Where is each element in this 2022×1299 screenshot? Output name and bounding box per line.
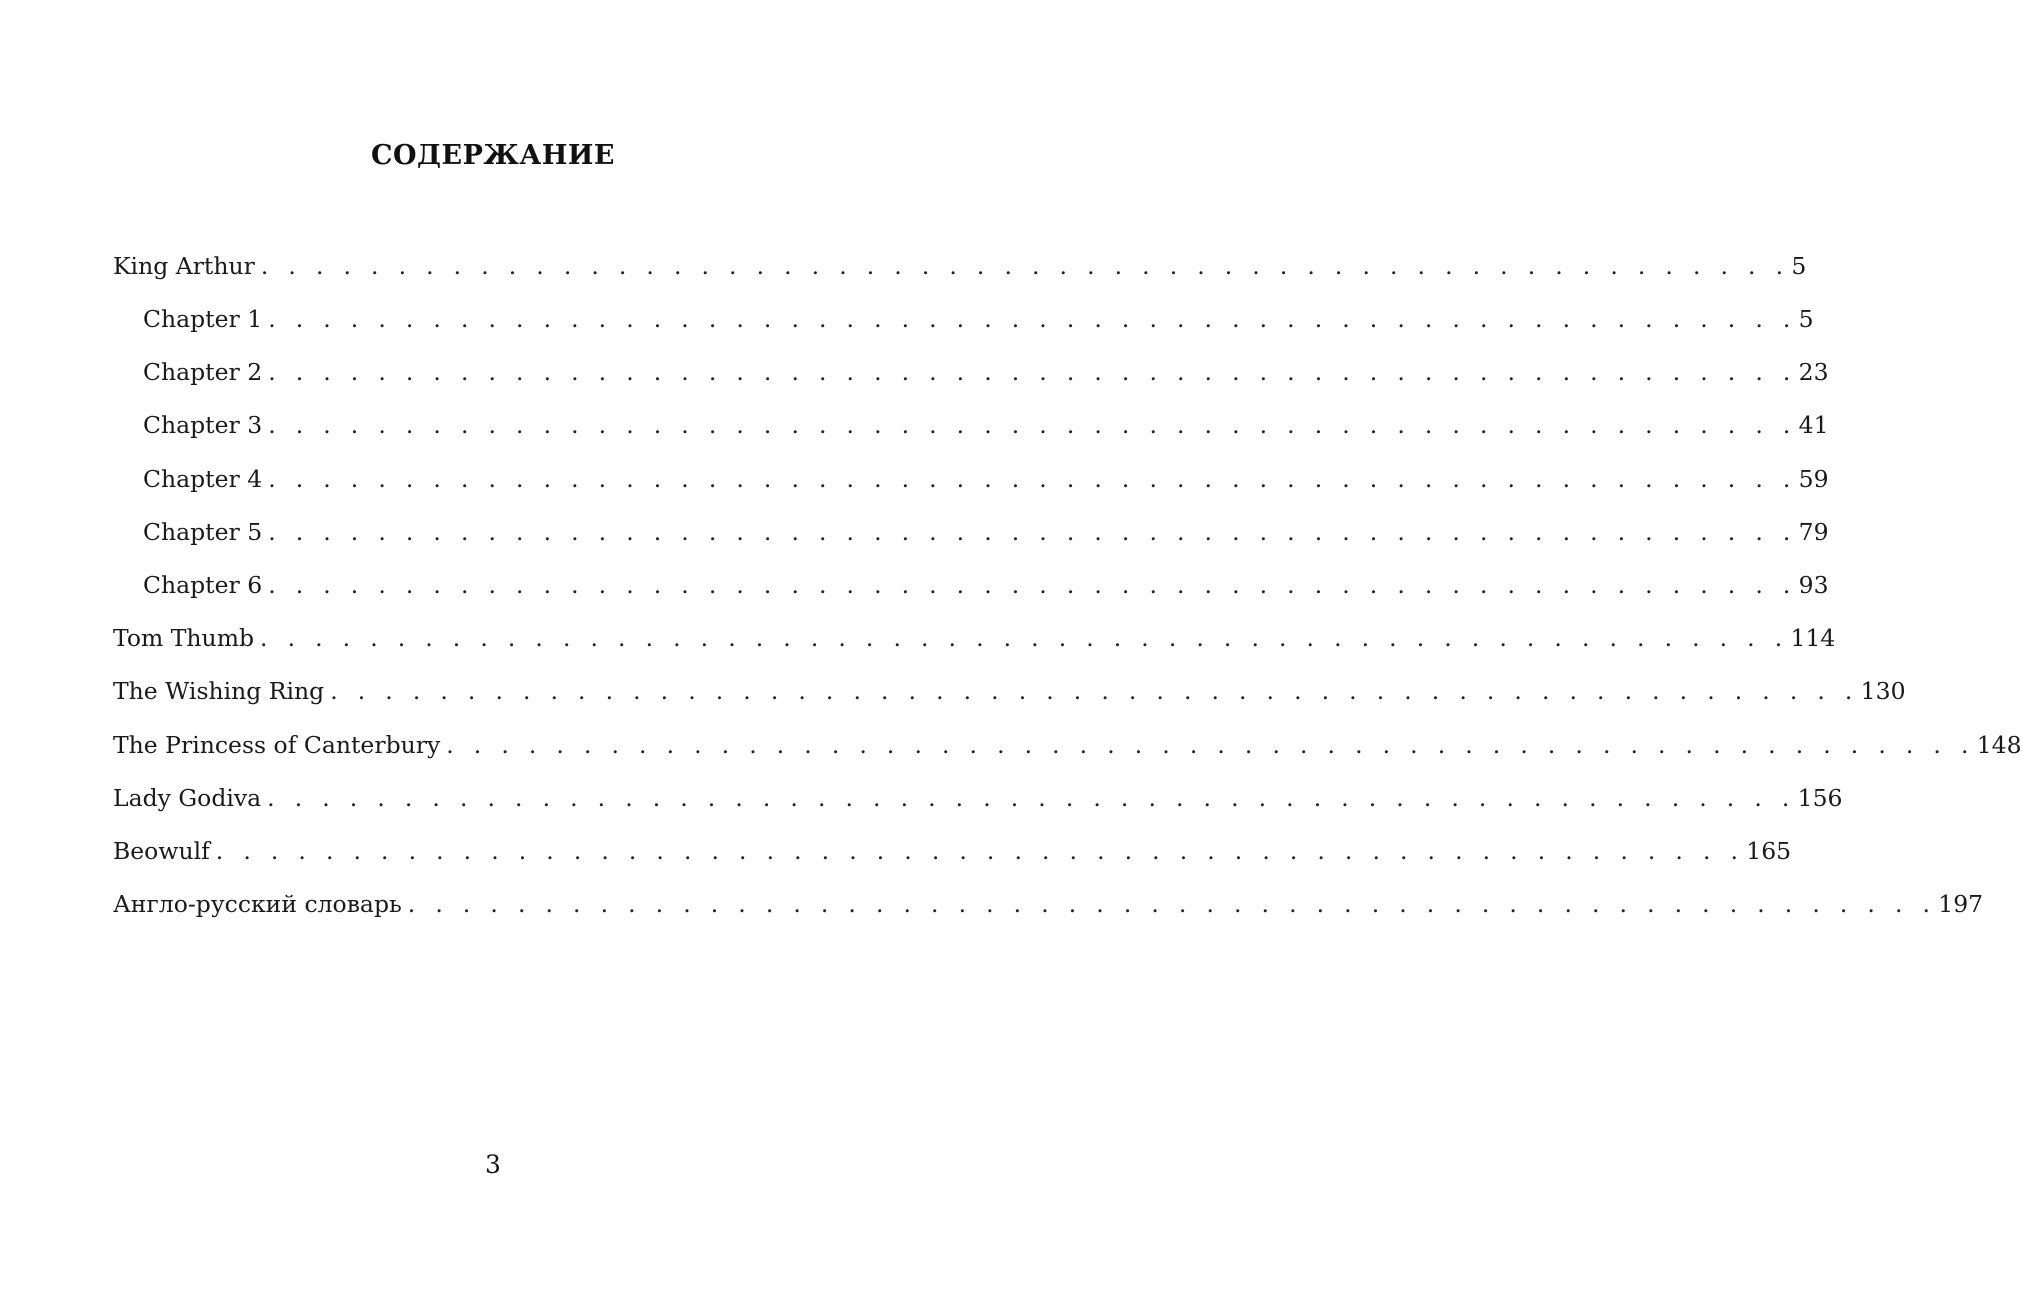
toc-entry-title: Chapter 3 [143, 411, 263, 440]
dot-leader: . . . . . . . . . . . . . . . . . . . . . . . . . . . . . . . . . . . . . . . . . . . . . . . . . . . . . . . . [267, 783, 1796, 812]
toc-entry[interactable] [113, 666, 1906, 719]
toc-entry-page: 59 [1798, 464, 1829, 493]
toc-entry-title: The Wishing Ring [113, 677, 325, 706]
toc-entry-page: 23 [1798, 358, 1829, 387]
toc-entry-title: Chapter 2 [143, 358, 263, 387]
dot-leader: . . . . . . . . . . . . . . . . . . . . . . . . . . . . . . . . . . . . . . . . . . . . . . . . . . . . . . . . [330, 677, 1859, 706]
dot-leader: . . . . . . . . . . . . . . . . . . . . . . . . . . . . . . . . . . . . . . . . . . . . . . . . . . . . . . . . [260, 251, 1790, 280]
toc-entry-page: 79 [1798, 517, 1829, 546]
dot-leader: . . . . . . . . . . . . . . . . . . . . . . . . . . . . . . . . . . . . . . . . . . . . . . . . . . . . . . . . [268, 305, 1797, 334]
toc-entry[interactable] [113, 400, 1829, 453]
toc-entry-page: 130 [1860, 677, 1906, 706]
dot-leader: . . . . . . . . . . . . . . . . . . . . . . . . . . . . . . . . . . . . . . . . . . . . . . . . . . . . . . . . [446, 730, 1975, 759]
toc-entry[interactable] [113, 825, 1792, 878]
toc-entry[interactable] [113, 346, 1829, 399]
toc-entry-title: Chapter 1 [143, 305, 263, 334]
dot-leader: . . . . . . . . . . . . . . . . . . . . . . . . . . . . . . . . . . . . . . . . . . . . . . . . . . . . . . . . [407, 890, 1937, 919]
toc-entry[interactable] [113, 612, 1836, 665]
toc-entry[interactable] [113, 772, 1843, 825]
toc-entry[interactable] [113, 559, 1829, 612]
toc-entry-page: 93 [1798, 570, 1829, 599]
toc-entry-title: Англо-русский словарь [113, 890, 402, 919]
toc-entry-title: Chapter 6 [143, 570, 263, 599]
toc-entry-title: The Princess of Canterbury [113, 730, 441, 759]
toc-entry-title: Chapter 4 [143, 464, 263, 493]
page-number: 3 [485, 1150, 501, 1179]
toc-entry-title: Chapter 5 [143, 517, 263, 546]
toc-entry[interactable] [113, 878, 1984, 931]
dot-leader: . . . . . . . . . . . . . . . . . . . . . . . . . . . . . . . . . . . . . . . . . . . . . . . . . . . . . . . . [268, 464, 1797, 493]
toc-entry-page: 197 [1938, 890, 1984, 919]
toc-entry-title: Lady Godiva [113, 783, 262, 812]
dot-leader: . . . . . . . . . . . . . . . . . . . . . . . . . . . . . . . . . . . . . . . . . . . . . . . . . . . . . . . . [215, 836, 1745, 865]
dot-leader: . . . . . . . . . . . . . . . . . . . . . . . . . . . . . . . . . . . . . . . . . . . . . . . . . . . . . . . . [268, 411, 1797, 440]
toc-entry-title: Tom Thumb [113, 624, 255, 653]
toc-entry-page: 5 [1798, 305, 1814, 334]
dot-leader: . . . . . . . . . . . . . . . . . . . . . . . . . . . . . . . . . . . . . . . . . . . . . . . . . . . . . . . . [268, 358, 1797, 387]
page-title: СОДЕРЖАНИЕ [371, 140, 615, 171]
toc-entry-page: 148 [1976, 730, 2022, 759]
toc-entry-page: 114 [1790, 624, 1836, 653]
dot-leader: . . . . . . . . . . . . . . . . . . . . . . . . . . . . . . . . . . . . . . . . . . . . . . . . . . . . . . . . [268, 517, 1797, 546]
toc-entry[interactable] [113, 719, 2022, 772]
toc-entry-page: 156 [1797, 783, 1843, 812]
toc-entry-title: King Arthur [113, 251, 255, 280]
toc-entry-page: 5 [1791, 251, 1807, 280]
toc-entry[interactable] [113, 453, 1829, 506]
dot-leader: . . . . . . . . . . . . . . . . . . . . . . . . . . . . . . . . . . . . . . . . . . . . . . . . . . . . . . . . [260, 624, 1789, 653]
toc-entry[interactable] [113, 240, 1807, 293]
table-of-contents [113, 240, 2022, 931]
toc-entry-page: 41 [1798, 411, 1829, 440]
toc-entry[interactable] [113, 506, 1829, 559]
dot-leader: . . . . . . . . . . . . . . . . . . . . . . . . . . . . . . . . . . . . . . . . . . . . . . . . . . . . . . . . [268, 570, 1797, 599]
toc-entry[interactable] [113, 293, 1814, 346]
toc-entry-page: 165 [1746, 836, 1792, 865]
toc-entry-title: Beowulf [113, 836, 210, 865]
